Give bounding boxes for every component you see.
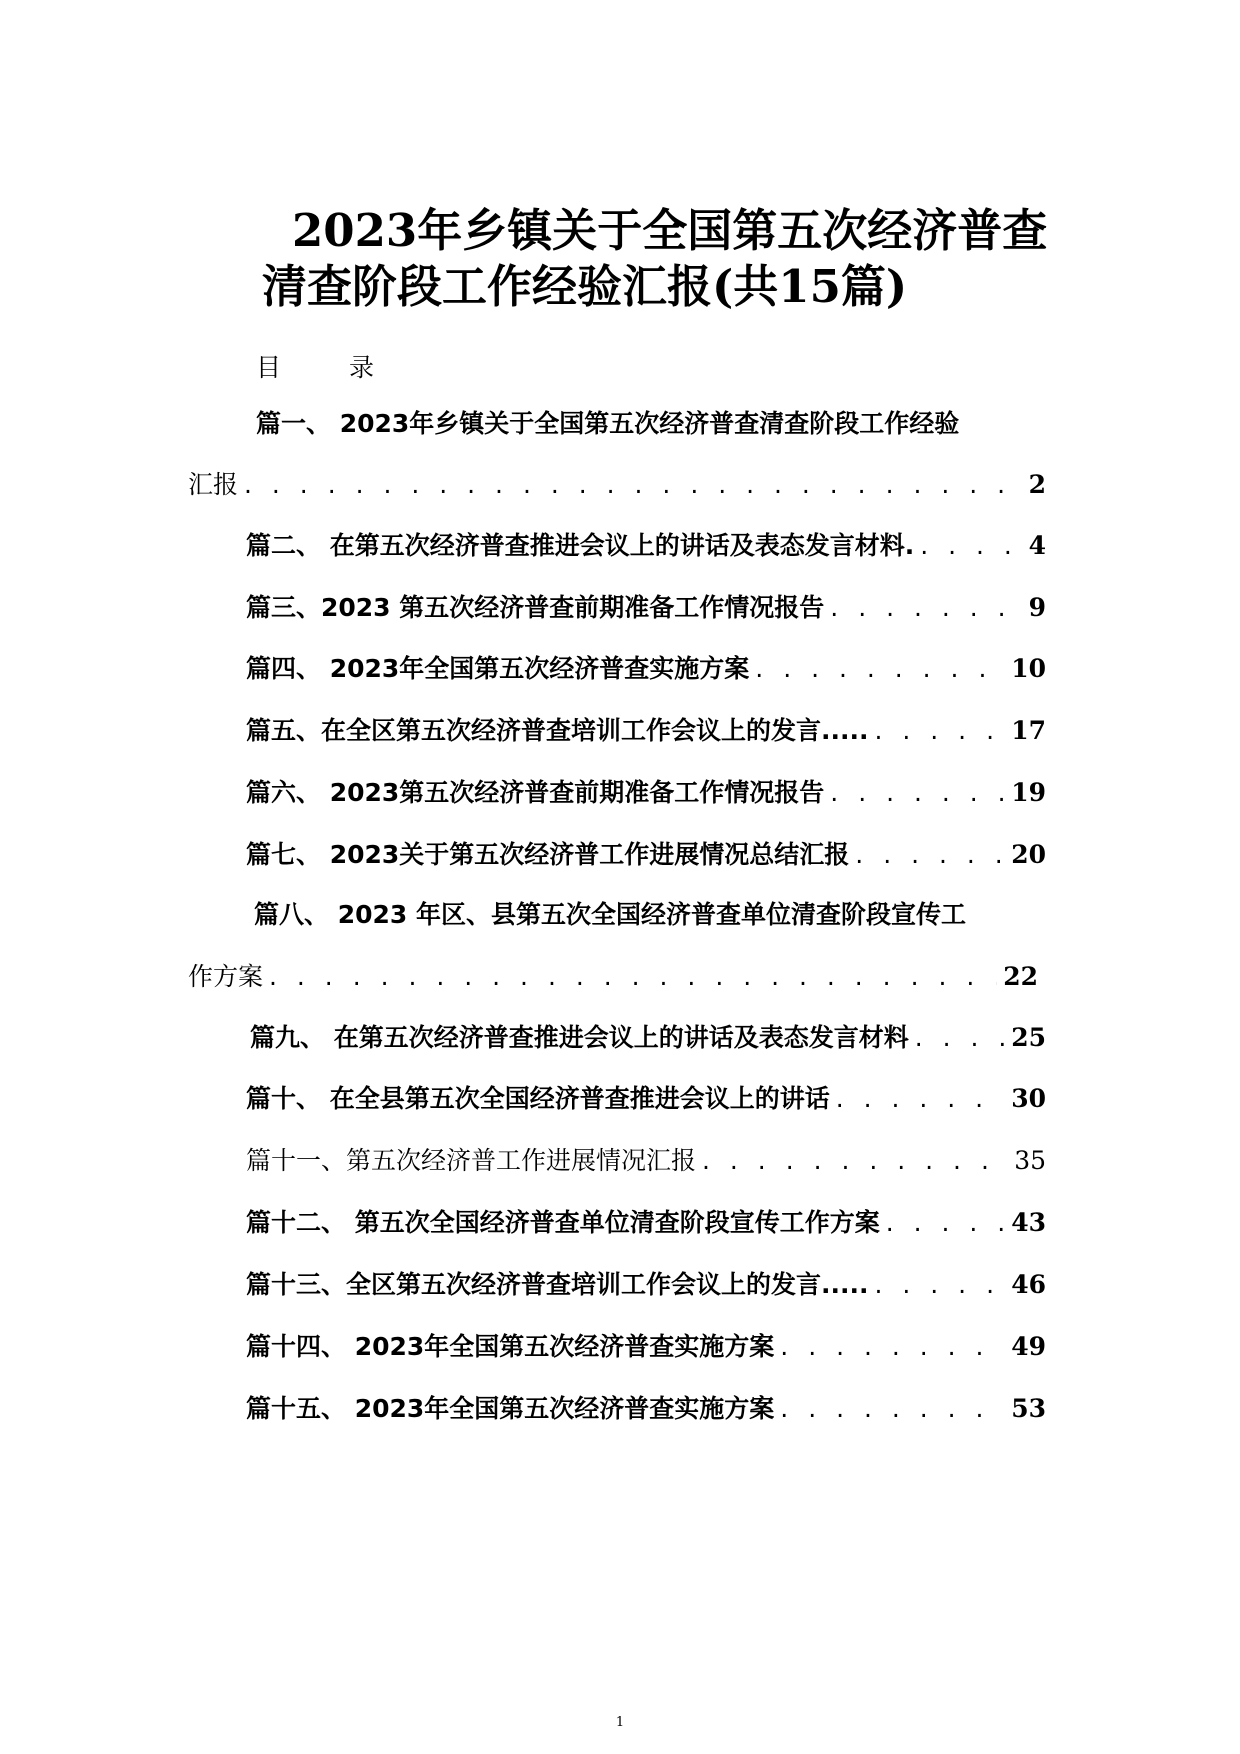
toc-page-number: 4: [1028, 531, 1046, 560]
toc-entry-4[interactable]: [246, 652, 1046, 686]
toc-entry-title: 篇十四、 2023年全国第五次经济普查实施方案: [246, 1332, 775, 1361]
toc-leader-dots: [238, 468, 1023, 502]
toc-page-number: 46: [1011, 1270, 1046, 1299]
toc-entry-3[interactable]: [246, 591, 1046, 625]
toc-entry-9[interactable]: [250, 1021, 1046, 1055]
toc-entry-title: 篇六、 2023第五次经济普查前期准备工作情况报告: [246, 778, 825, 807]
toc-entry-14[interactable]: [246, 1330, 1046, 1364]
toc-leader-dots: [869, 1268, 1006, 1302]
toc-entry-title: 篇四、 2023年全国第五次经济普查实施方案: [246, 654, 750, 683]
toc-page-number: 9: [1028, 593, 1046, 622]
toc-entry-title: 作方案: [188, 962, 264, 991]
toc-entry-title: 篇十五、 2023年全国第五次经济普查实施方案: [246, 1394, 775, 1423]
toc-leader-dots: [830, 1082, 1005, 1116]
toc-entry-title: 篇十三、全区第五次经济普查培训工作会议上的发言.....: [246, 1270, 869, 1299]
toc-entry-12[interactable]: [246, 1206, 1046, 1240]
toc-entry-title: 篇一、 2023年乡镇关于全国第五次经济普查清查阶段工作经验: [256, 409, 960, 438]
toc-entry-1[interactable]: [256, 407, 1046, 441]
toc-entry-7[interactable]: [246, 838, 1046, 872]
toc-entry-2[interactable]: [246, 529, 1046, 563]
toc-page-number: 30: [1011, 1084, 1046, 1113]
toc-entry-1-continuation[interactable]: [188, 468, 1046, 502]
toc-heading: 目 录: [256, 353, 404, 382]
toc-page-number: 19: [1011, 778, 1046, 807]
page-number-footer: 1: [615, 1715, 625, 1730]
toc-leader-dots: [263, 960, 997, 994]
toc-page-number: 17: [1011, 716, 1046, 745]
toc-leader-dots: [696, 1144, 1008, 1178]
toc-leader-dots: [774, 1392, 1005, 1426]
toc-page-number: 2: [1028, 470, 1046, 499]
toc-entry-10[interactable]: [246, 1082, 1046, 1116]
toc-entry-title: 篇十二、 第五次全国经济普查单位清查阶段宣传工作方案: [246, 1208, 880, 1237]
toc-page-number: 43: [1011, 1208, 1046, 1237]
toc-page-number: 35: [1014, 1146, 1046, 1175]
toc-leader-dots: [909, 1021, 1005, 1055]
toc-entry-title: 篇五、在全区第五次经济普查培训工作会议上的发言.....: [246, 716, 869, 745]
toc-entry-title: 篇二、 在第五次经济普查推进会议上的讲话及表态发言材料.: [246, 531, 915, 560]
document-title-line-2: 清查阶段工作经验汇报(共15篇): [262, 260, 908, 313]
toc-leader-dots: [749, 652, 1005, 686]
toc-page-number: 20: [1011, 840, 1046, 869]
toc-entry-11[interactable]: [246, 1144, 1046, 1178]
toc-entry-title: 篇十一、第五次经济普工作进展情况汇报: [246, 1146, 697, 1175]
toc-entry-title: 篇十、 在全县第五次全国经济普查推进会议上的讲话: [246, 1084, 830, 1113]
toc-entry-title: 篇七、 2023关于第五次经济普工作进展情况总结汇报: [246, 840, 850, 869]
toc-page-number: 53: [1011, 1394, 1046, 1423]
toc-entry-title: 篇九、 在第五次经济普查推进会议上的讲话及表态发言材料: [250, 1023, 909, 1052]
toc-entry-5[interactable]: [246, 714, 1046, 748]
toc-entry-title: 篇八、 2023 年区、县第五次全国经济普查单位清查阶段宣传工: [254, 900, 966, 929]
toc-leader-dots: [824, 776, 1005, 810]
toc-page-number: 22: [1003, 962, 1038, 991]
toc-leader-dots: [774, 1330, 1005, 1364]
toc-entry-8-continuation[interactable]: [188, 960, 1038, 994]
toc-entry-13[interactable]: [246, 1268, 1046, 1302]
toc-page-number: 49: [1011, 1332, 1046, 1361]
toc-leader-dots: [824, 591, 1022, 625]
toc-entry-title: 篇三、2023 第五次经济普查前期准备工作情况报告: [246, 593, 825, 622]
toc-entry-6[interactable]: [246, 776, 1046, 810]
toc-page-number: 25: [1011, 1023, 1046, 1052]
document-title-line-1: 2023年乡镇关于全国第五次经济普查: [292, 204, 1048, 257]
toc-entry-15[interactable]: [246, 1392, 1046, 1426]
toc-leader-dots: [914, 529, 1022, 563]
toc-page-number: 10: [1011, 654, 1046, 683]
toc-leader-dots: [869, 714, 1006, 748]
toc-entry-title: 汇报: [188, 470, 239, 499]
toc-leader-dots: [880, 1206, 1005, 1240]
toc-entry-8[interactable]: [254, 898, 1046, 932]
toc-leader-dots: [849, 838, 1005, 872]
